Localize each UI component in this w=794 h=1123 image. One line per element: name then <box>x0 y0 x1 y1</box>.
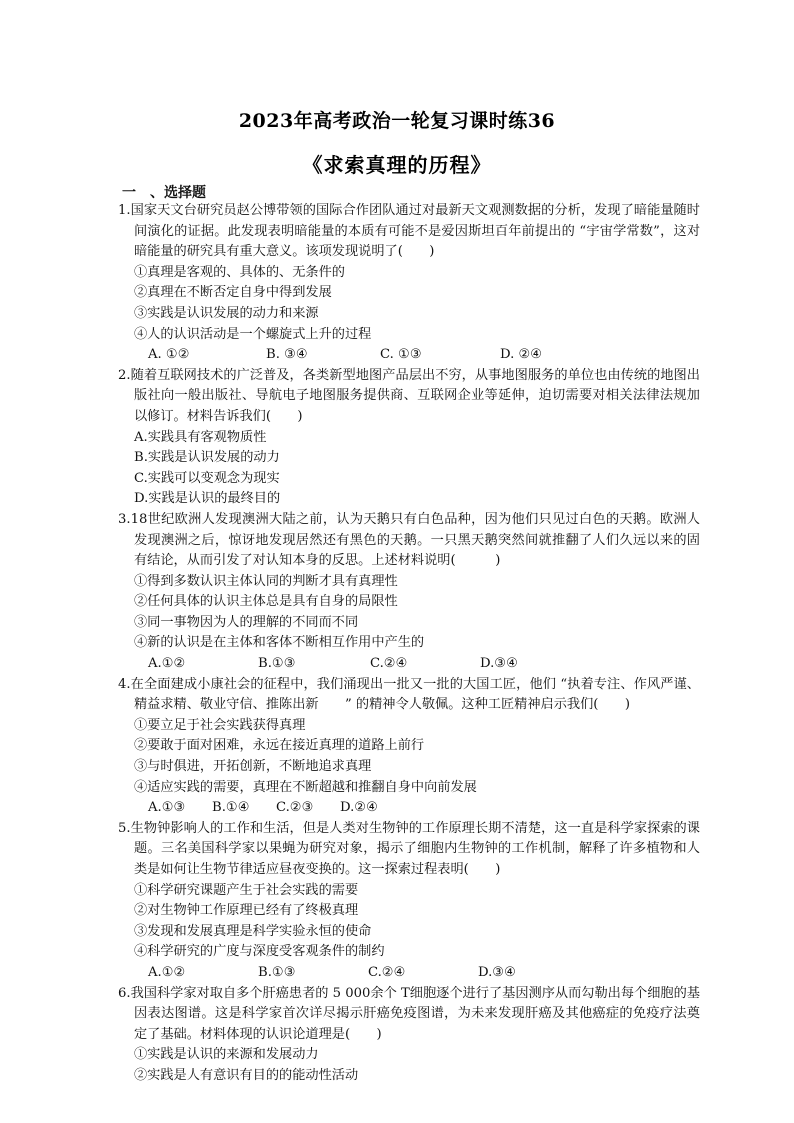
statement-option: ①得到多数认识主体认同的判断才具有真理性 <box>134 573 398 589</box>
choice-a: A. ①② <box>148 347 190 363</box>
question-1 <box>118 201 700 366</box>
question-stem: 2.随着互联网技术的广泛普及，各类新型地图产品层出不穷，从事地图服务的单位也由传统的地图出版社向一般出版社、导航电子地图服务提供商、互联网企业等延伸，迫切需要对相关法律法规加以修订。材料告诉我们( ) <box>118 367 700 424</box>
choice-a: A.实践具有客观物质性 <box>134 429 267 445</box>
choice-a: A.①③ <box>148 800 186 816</box>
statement-option: ②真理在不断否定自身中得到发展 <box>134 285 332 301</box>
choice-c: C.②④ <box>370 656 408 672</box>
answer-choices <box>118 963 700 984</box>
choice-a: A.①② <box>148 964 186 980</box>
page-subtitle: 《求索真理的历程》 <box>302 153 492 177</box>
question-stem: 1.国家天文台研究员赵公博带领的国际合作团队通过对最新天文观测数据的分析，发现了暗能量随时间演化的证据。此发现表明暗能量的本质有可能不是爱因斯坦百年前提出的 “宇宙学常数”，这对暗能量的研究具有重大意义。该项发现说明了( ) <box>118 203 700 260</box>
statement-option: ②任何具体的认识主体总是具有自身的局限性 <box>134 594 398 610</box>
statement-option: ①真理是客观的、具体的、无条件的 <box>134 264 345 280</box>
choice-d: D.③④ <box>478 964 516 980</box>
choice-d: D.实践是认识的最终目的 <box>134 491 281 507</box>
statement-option: ③实践是认识发展的动力和来源 <box>134 305 319 321</box>
statement-option: ②要敢于面对困难，永远在接近真理的道路上前行 <box>134 738 425 754</box>
choice-b: B.①④ <box>212 800 250 816</box>
choice-c: C.②③ <box>276 800 314 816</box>
choice-d: D.③④ <box>480 656 518 672</box>
question-5 <box>118 819 700 984</box>
statement-option: ①要立足于社会实践获得真理 <box>134 717 306 733</box>
statement-option: ④人的认识活动是一个螺旋式上升的过程 <box>134 326 372 342</box>
question-6 <box>118 984 700 1087</box>
statement-option: ①实践是认识的来源和发展动力 <box>134 1047 319 1063</box>
choice-c: C.②④ <box>368 964 406 980</box>
choice-a: A.①② <box>148 656 186 672</box>
choice-b: B.①③ <box>258 964 296 980</box>
statement-option: ③与时俱进，开拓创新，不断地追求真理 <box>134 759 372 775</box>
statement-option: ②实践是人有意识有目的的能动性活动 <box>134 1067 359 1083</box>
answer-choices <box>118 345 700 366</box>
statement-option: ④适应实践的需要，真理在不断超越和推翻自身中向前发展 <box>134 779 477 795</box>
question-stem: 6.我国科学家对取自多个肝癌患者的 5 000余个 T细胞逐个进行了基因测序从而勾勒出每个细胞的基因表达图谱。这是科学家首次详尽揭示肝癌免疫图谱，为未来发现肝癌及其他癌症的免疫疗法奠定了基础。材料体现的认识论道理是( ) <box>118 985 700 1042</box>
question-stem: 3.18世纪欧洲人发现澳洲大陆之前，认为天鹅只有白色品种，因为他们只见过白色的天鹅。欧洲人发现澳洲之后，惊讶地发现居然还有黑色的天鹅。一只黑天鹅突然间就推翻了人们久远以来的固有结论，从而引发了对认知本身的反思。上述材料说明( ) <box>118 511 700 569</box>
answer-choices <box>118 654 700 675</box>
choice-d: D.②④ <box>340 800 378 816</box>
section-heading: 一 、选择题 <box>122 185 206 201</box>
choice-d: D. ②④ <box>500 347 543 363</box>
choice-b: B.实践是认识发展的动力 <box>134 450 280 466</box>
answer-choices <box>118 798 700 819</box>
statement-option: ①科学研究课题产生于社会实践的需要 <box>134 882 359 898</box>
statement-option: ④新的认识是在主体和客体不断相互作用中产生的 <box>134 635 425 651</box>
question-2 <box>118 366 700 510</box>
question-4 <box>118 675 700 819</box>
statement-option: ③发现和发展真理是科学实验永恒的使命 <box>134 923 372 939</box>
question-list <box>118 201 700 1087</box>
page-title: 2023年高考政治一轮复习课时练36 <box>238 110 556 132</box>
question-stem: 5.生物钟影响人的工作和生活，但是人类对生物钟的工作原理长期不清楚，这一直是科学家探索的课题。三名美国科学家以果蝇为研究对象，揭示了细胞内生物钟的工作机制，解释了许多植物和人类是如何让生物节律适应昼夜变换的。这一探索过程表明( ) <box>118 820 700 877</box>
statement-option: ③同一事物因为人的理解的不同而不同 <box>134 614 359 630</box>
choice-b: B. ③④ <box>266 347 308 363</box>
statement-option: ②对生物钟工作原理已经有了终极真理 <box>134 903 359 919</box>
choice-c: C. ①③ <box>380 347 422 363</box>
question-stem: 4.在全面建成小康社会的征程中，我们涌现出一批又一批的大国工匠，他们 “执着专注、作风严谨、精益求精、敬业守信、推陈出新 ” 的精神令人敬佩。这种工匠精神启示我们( ) <box>118 676 700 713</box>
choice-b: B.①③ <box>258 656 296 672</box>
question-3 <box>118 510 700 675</box>
choice-c: C.实践可以变观念为现实 <box>134 470 280 486</box>
statement-option: ④科学研究的广度与深度受客观条件的制约 <box>134 944 385 960</box>
